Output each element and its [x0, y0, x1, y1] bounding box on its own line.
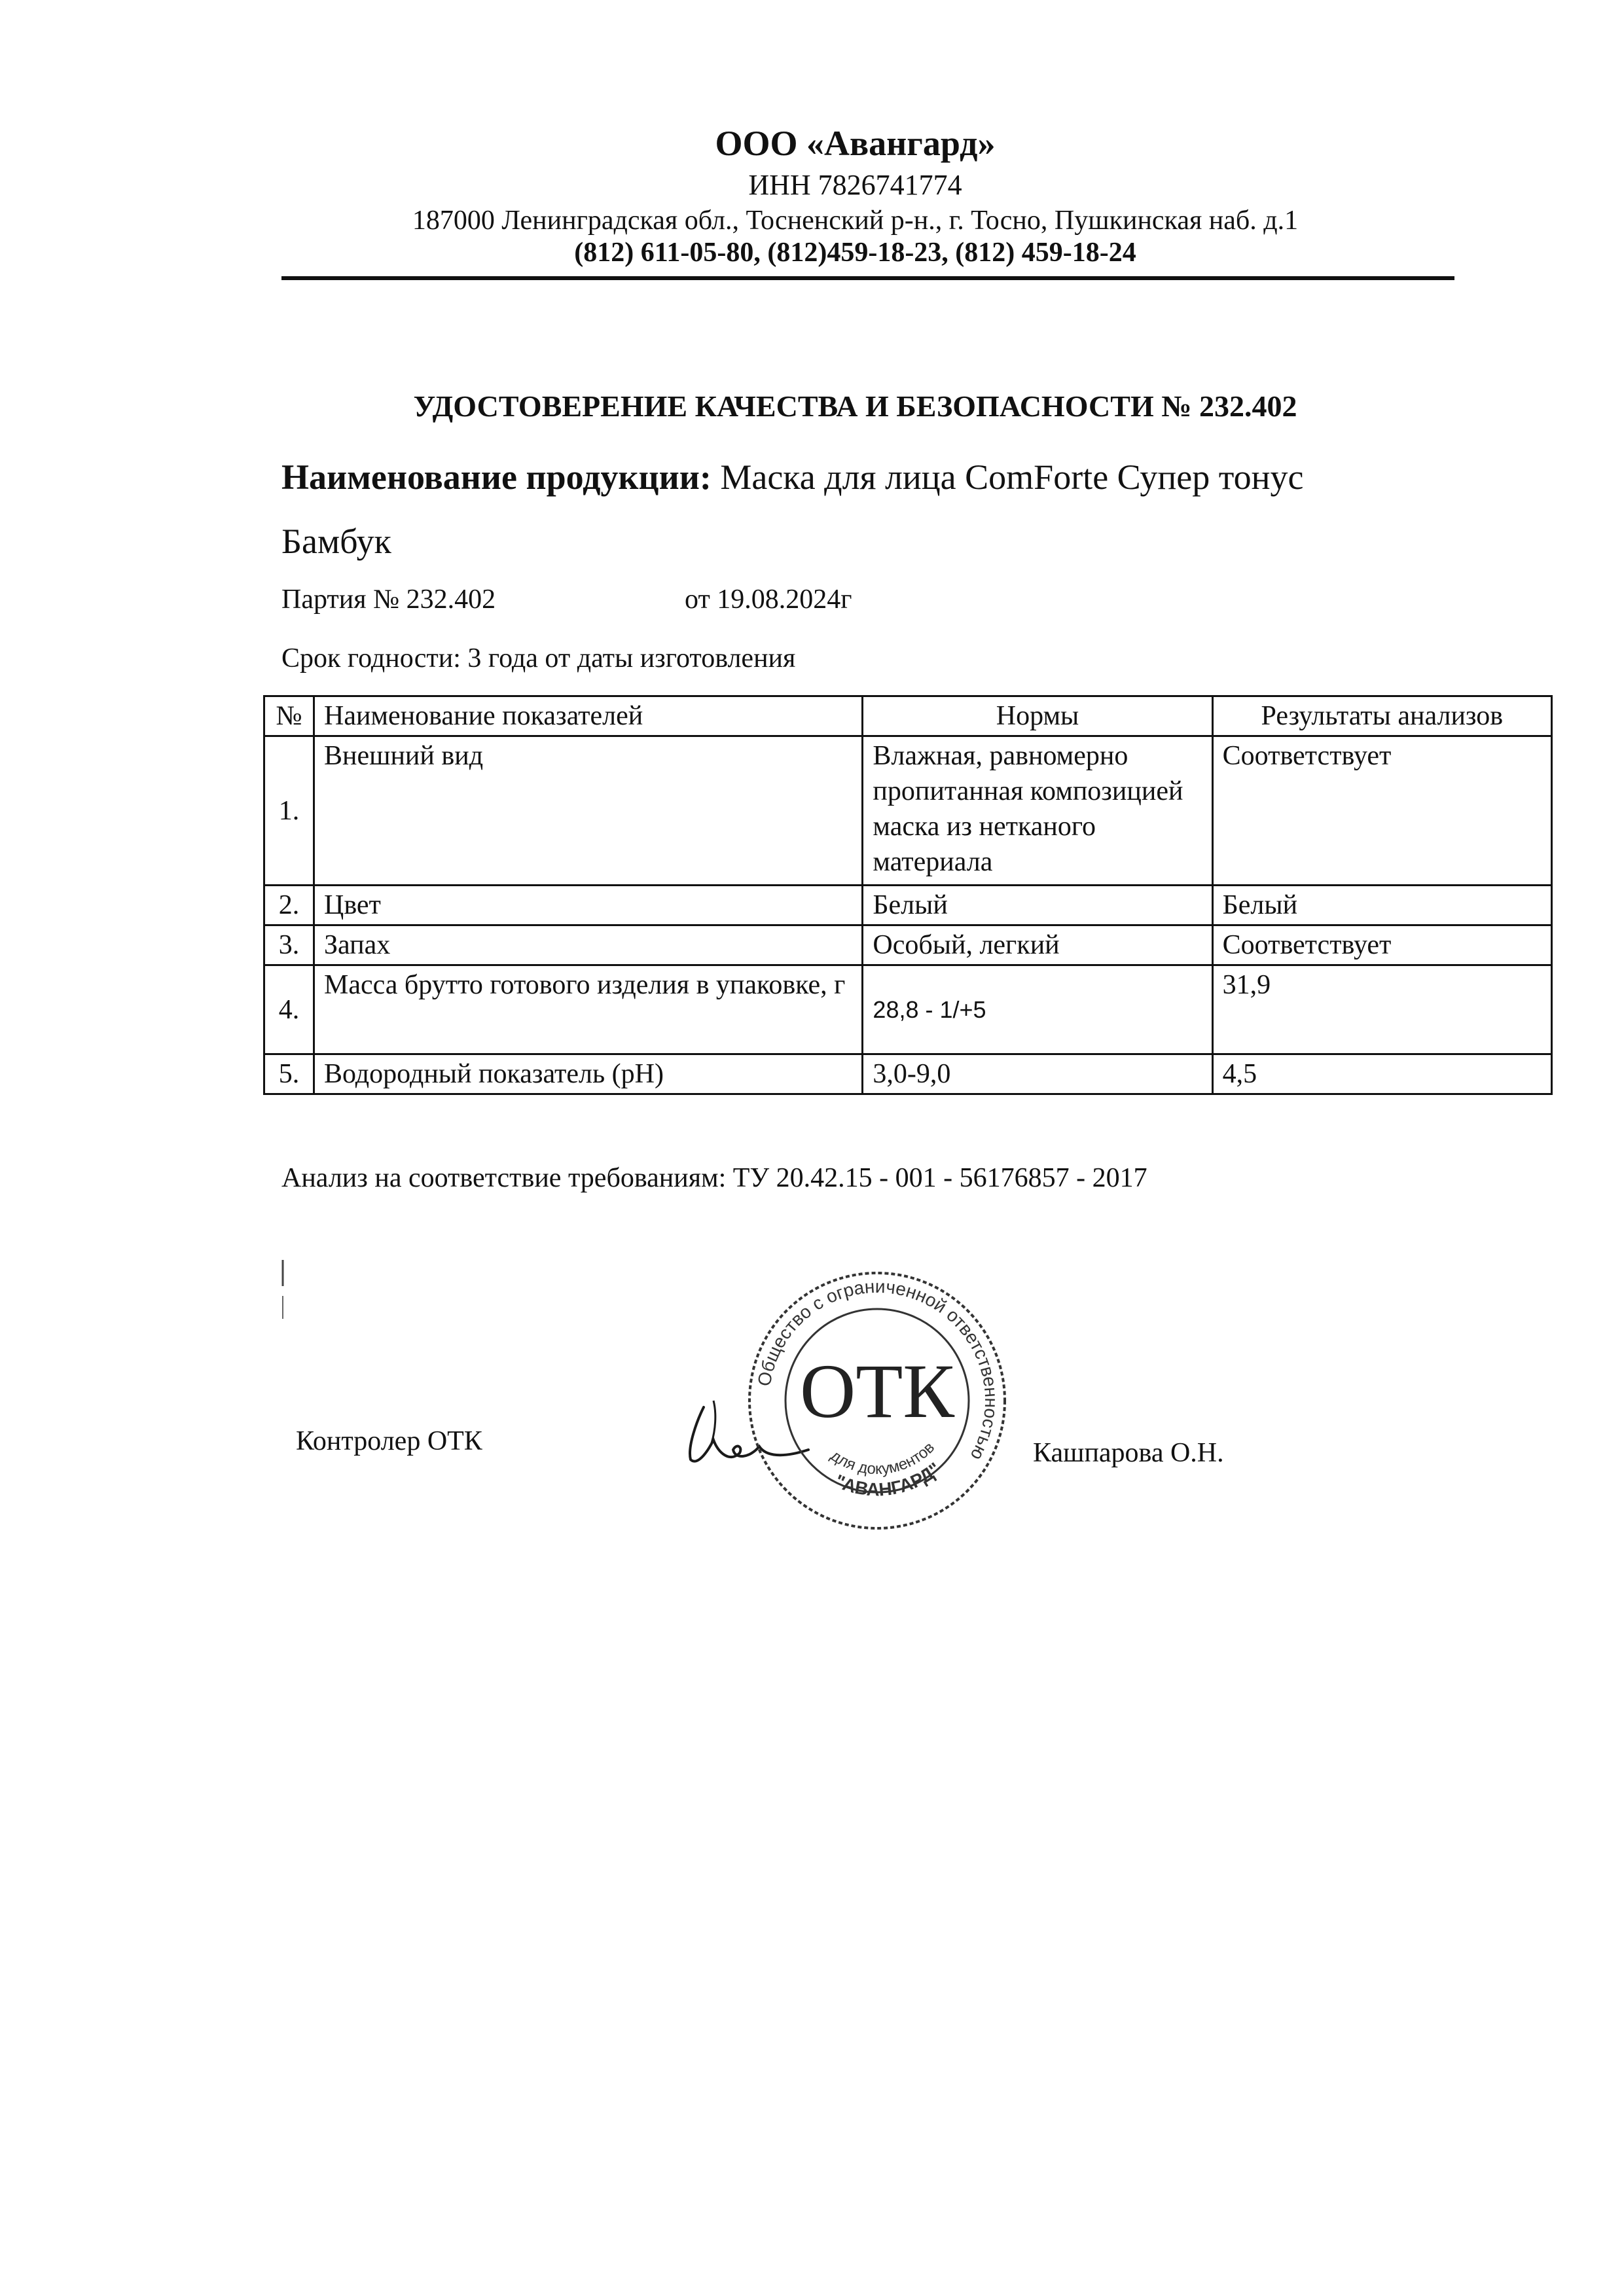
row-result: Соответствует	[1212, 736, 1551, 886]
row-number: 1.	[264, 736, 314, 886]
row-indicator: Масса брутто готового изделия в упаковке, г	[314, 965, 862, 1054]
company-phones: (812) 611-05-80, (812)459-18-23, (812) 459-18-24	[574, 238, 1136, 268]
product-name-line	[281, 457, 1303, 497]
row-norm: Белый	[863, 886, 1212, 925]
product-name-continued: Бамбук	[281, 522, 391, 561]
row-indicator: Цвет	[314, 886, 862, 925]
row-number: 2.	[264, 886, 314, 925]
stamp-bottom-text: "АВАНГАРД"	[831, 1458, 945, 1500]
row-indicator: Запах	[314, 925, 862, 965]
shelf-life: Срок годности: 3 года от даты изготовления	[281, 643, 796, 673]
company-inn: ИНН 7826741774	[748, 169, 962, 201]
stamp-center-text: ОТК	[800, 1348, 954, 1434]
row-result: 31,9	[1212, 965, 1551, 1054]
header-divider	[281, 276, 1454, 280]
row-norm: 3,0-9,0	[863, 1054, 1212, 1094]
row-indicator: Внешний вид	[314, 736, 862, 886]
row-number: 5.	[264, 1054, 314, 1094]
table-row	[264, 925, 1552, 965]
batch-number: Партия № 232.402	[281, 584, 496, 615]
row-number: 3.	[264, 925, 314, 965]
stamp-inner-text: для документов	[827, 1439, 939, 1479]
document-title: УДОСТОВЕРЕНИЕ КАЧЕСТВА И БЕЗОПАСНОСТИ № 232.402	[413, 389, 1297, 423]
row-indicator: Водородный показатель (pH)	[314, 1054, 862, 1094]
company-name: ООО «Авангард»	[715, 124, 996, 163]
row-number: 4.	[264, 965, 314, 1054]
table-row	[264, 886, 1552, 925]
row-result: Соответствует	[1212, 925, 1551, 965]
batch-date: от 19.08.2024г	[685, 584, 852, 615]
header-indicator: Наименование показателей	[314, 696, 862, 736]
table-row	[264, 1054, 1552, 1094]
table-row	[264, 965, 1552, 1054]
table-header-row	[264, 696, 1552, 736]
header-num: №	[264, 696, 314, 736]
header-norms: Нормы	[863, 696, 1212, 736]
product-name: Маска для лица ComForte Супер тонус	[711, 457, 1304, 497]
otk-stamp	[740, 1263, 1015, 1538]
product-label: Наименование продукции:	[281, 457, 712, 497]
controller-label: Контролер ОТК	[296, 1426, 482, 1456]
row-norm: Влажная, равномерно пропитанная композицией маска из нетканого материала	[863, 736, 1212, 886]
signer-name: Кашпарова О.Н.	[1033, 1438, 1224, 1468]
company-address: 187000 Ленинградская обл., Тосненский р-н., г. Тосно, Пушкинская наб. д.1	[412, 206, 1299, 236]
compliance-statement: Анализ на соответствие требованиям: ТУ 20.42.15 - 001 - 56176857 - 2017	[281, 1163, 1147, 1193]
stamp-ring-text: Общество с ограниченной ответственностью	[753, 1276, 1002, 1464]
margin-mark	[280, 1260, 285, 1319]
row-result: Белый	[1212, 886, 1551, 925]
quality-table	[263, 695, 1553, 1095]
row-result: 4,5	[1212, 1054, 1551, 1094]
row-norm: 28,8 - 1/+5	[863, 965, 1212, 1054]
header-results: Результаты анализов	[1212, 696, 1551, 736]
row-norm: Особый, легкий	[863, 925, 1212, 965]
table-row	[264, 736, 1552, 886]
